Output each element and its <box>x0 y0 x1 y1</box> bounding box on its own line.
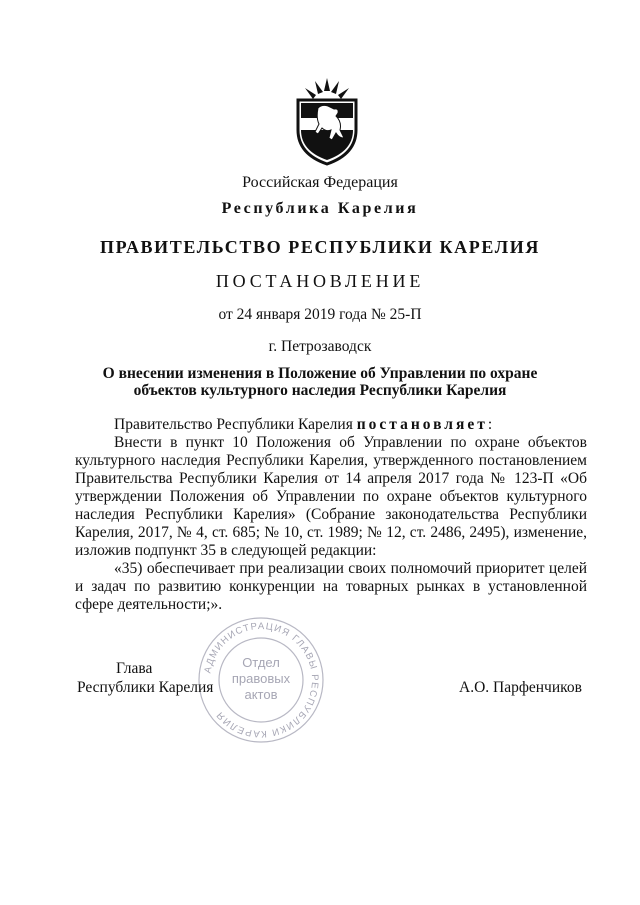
svg-text:актов: актов <box>244 687 278 702</box>
coat-of-arms-icon <box>294 78 360 166</box>
amendment-paragraph: Внести в пункт 10 Положения об Управлении по охране объектов культурного наследия Республики Карелия, утвержденного постановлением Правительства Республики Карелия от 14 апреля 2017 года № 123-П «Об утверждении Положения об Управлении по охране объектов культурного наследия Республики Карелия» (Собрание законодательства Республики Карелия, 2017, № 4, ст. 685; № 10, ст. 1989; № 12, ст. 2486, 2495), изменение, изложив подпункт 35 в следующей редакции: <box>75 434 587 559</box>
republic-name: Республика Карелия <box>221 200 419 217</box>
date-number: от 24 января 2019 года № 25-П <box>218 306 422 323</box>
svg-text:правовых: правовых <box>231 671 291 686</box>
country-name: Российская Федерация <box>242 174 398 191</box>
signatory-title-line-1: Глава <box>116 660 153 677</box>
document-title <box>100 365 540 399</box>
new-subclause-paragraph: «35) обеспечивает при реализации своих полномочий приоритет целей и задач по развитию конкуренции на товарных рынках в установленной сфере деятельности;». <box>75 560 587 613</box>
signatory-name: А.О. Парфенчиков <box>459 679 582 696</box>
document-type: ПОСТАНОВЛЕНИЕ <box>215 271 425 291</box>
signatory-title-line-2: Республики Карелия <box>77 679 214 696</box>
title-line-2: объектов культурного наследия Республики Карелия <box>133 382 507 399</box>
intro-resolves: постановляет <box>356 416 488 433</box>
document-body <box>75 416 587 614</box>
intro-paragraph <box>75 416 587 434</box>
city: г. Петрозаводск <box>268 338 372 355</box>
intro-colon: : <box>487 416 493 433</box>
seal-stamp <box>196 615 326 745</box>
svg-text:АДМИНИСТРАЦИЯ ГЛАВЫ РЕСПУБЛИКИ: АДМИНИСТРАЦИЯ ГЛАВЫ РЕСПУБЛИКИ КАРЕЛИЯ <box>202 620 321 740</box>
svg-text:Отдел: Отдел <box>242 655 280 670</box>
intro-text: Правительство Республики Карелия <box>114 416 357 433</box>
title-line-1: О внесении изменения в Положение об Управлении по охране <box>102 365 538 382</box>
government-heading: ПРАВИТЕЛЬСТВО РЕСПУБЛИКИ КАРЕЛИЯ <box>100 237 540 257</box>
